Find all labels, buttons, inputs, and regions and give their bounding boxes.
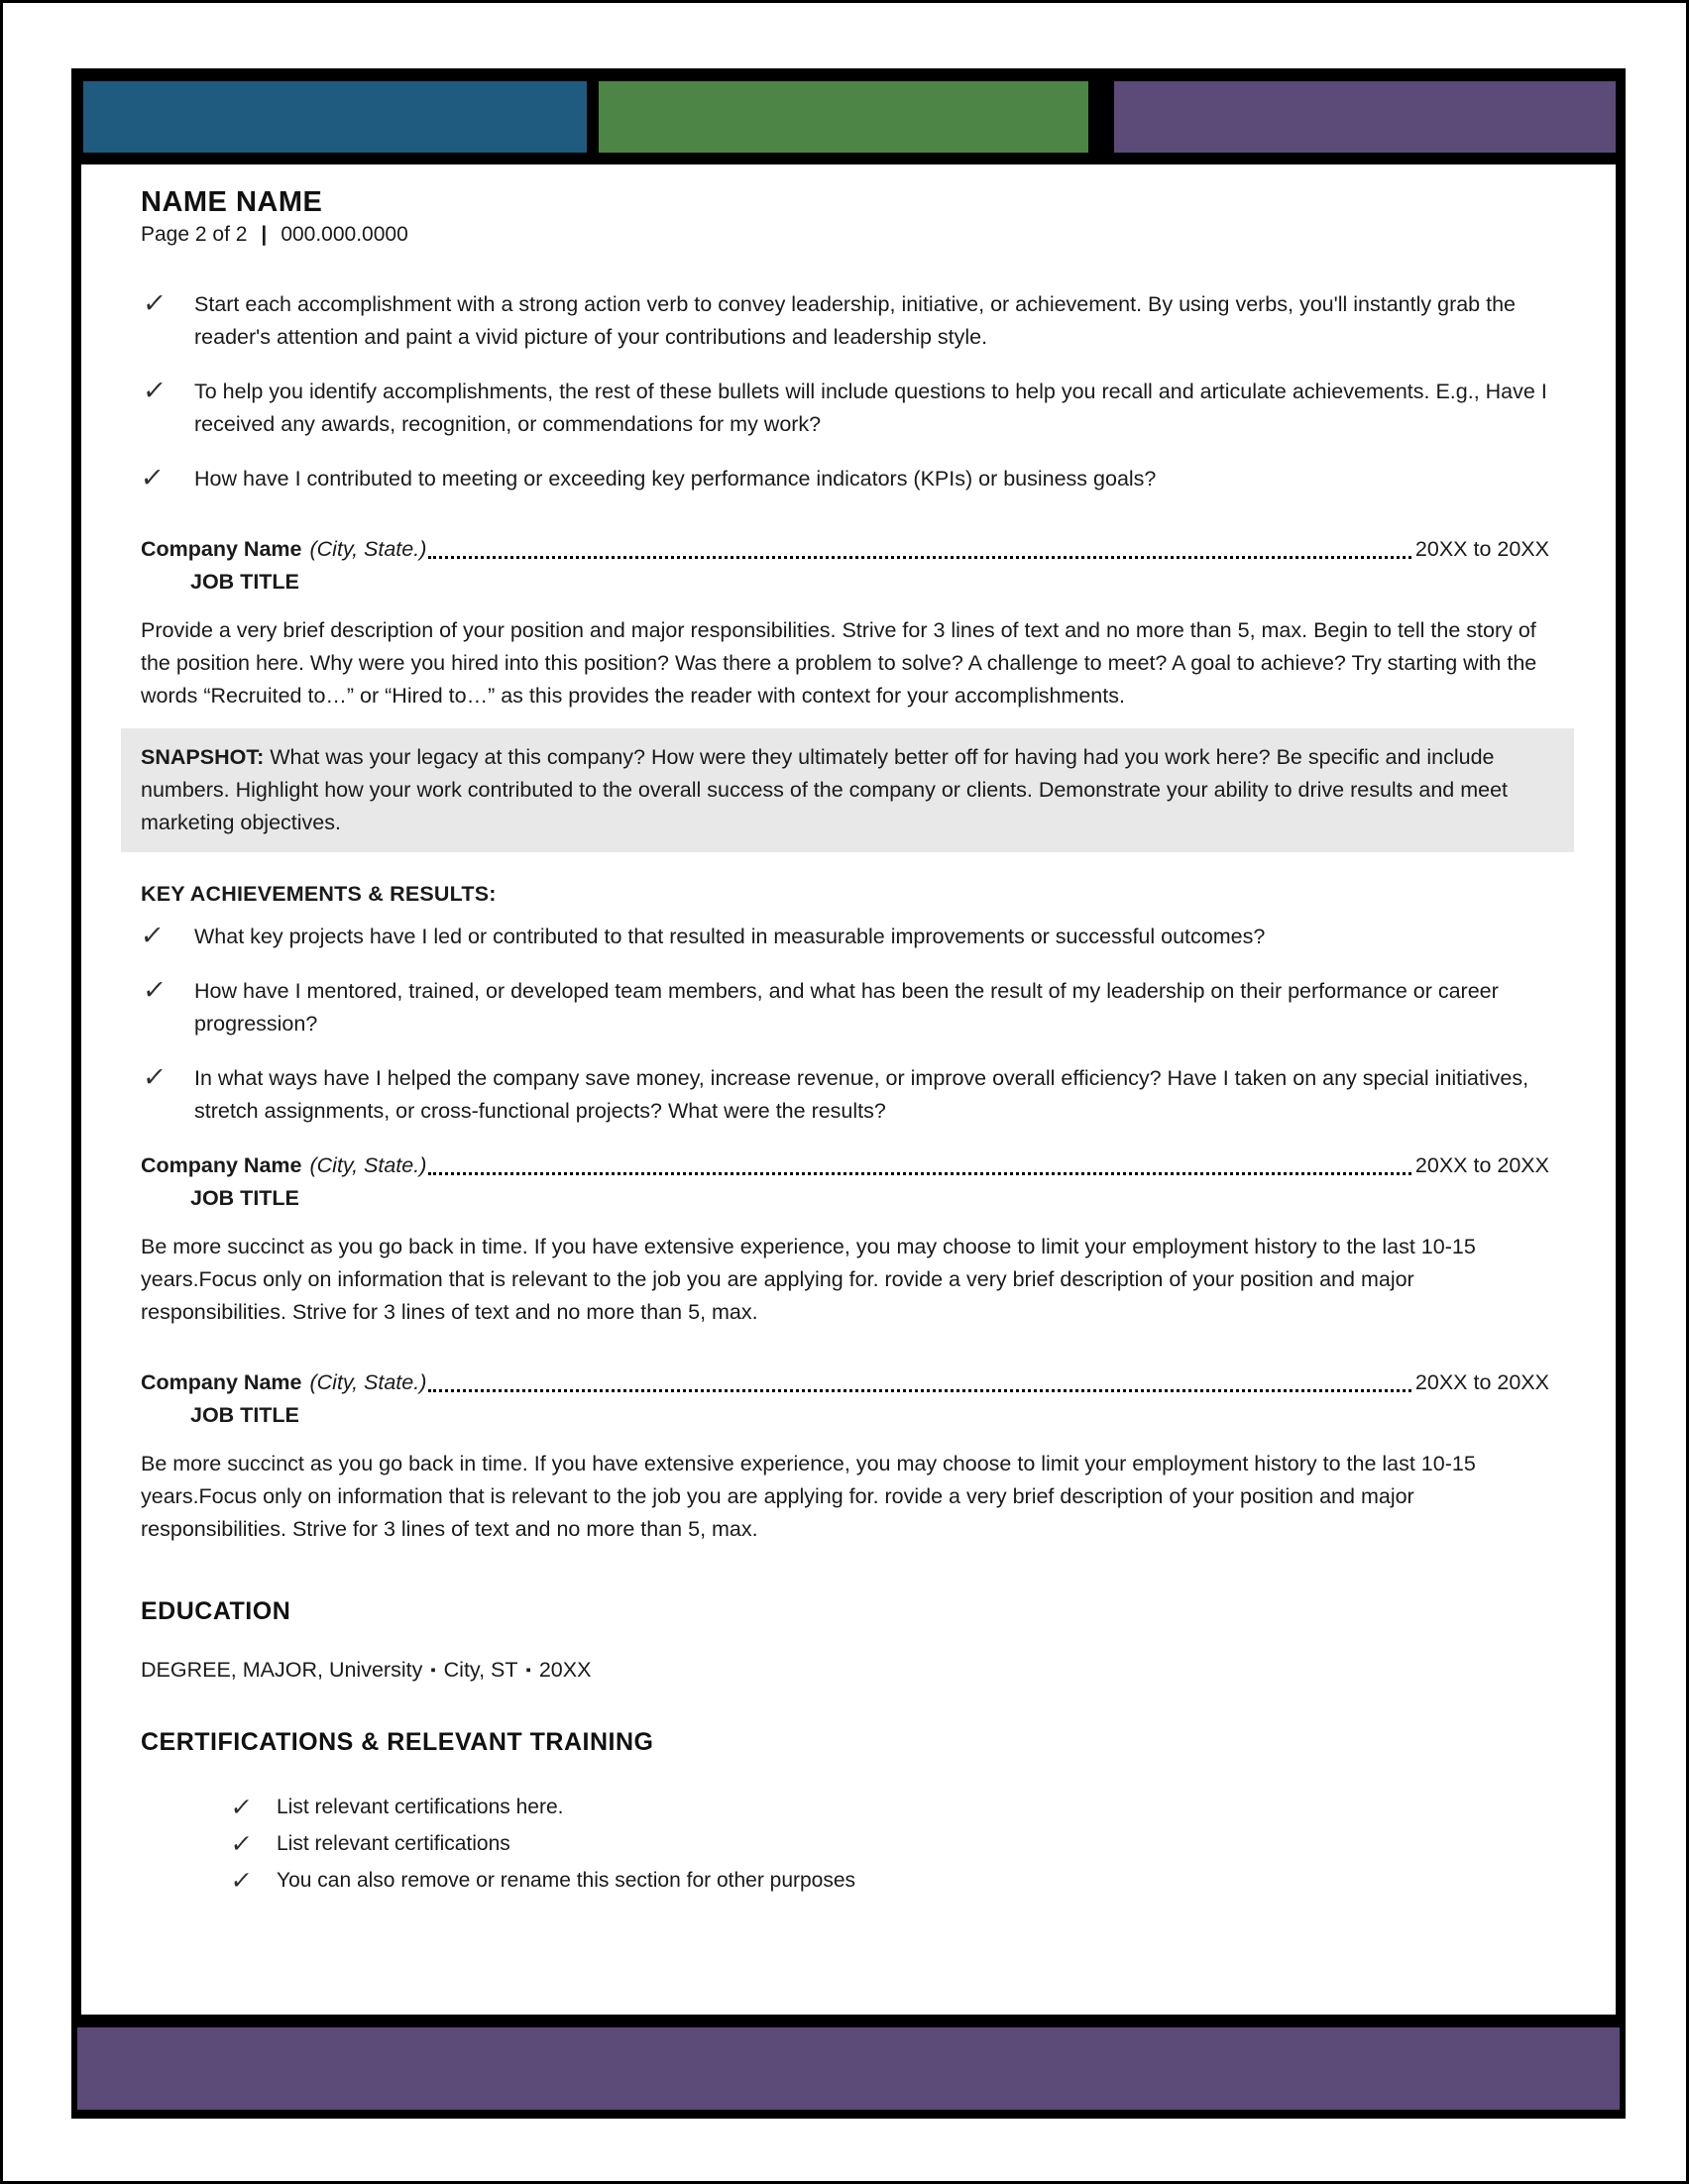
education-city: City, ST <box>443 1658 518 1682</box>
candidate-name: NAME NAME <box>141 186 323 218</box>
job-description: Provide a very brief description of your position and major responsibilities. Strive for 3 lines of text and no more than 5, max. Begin to tell the story of the position here. Why were you hired into this position? Was there a problem to solve? A challenge to meet? A goal to achieve? Try starting with the words “Recruited to…” or “Hired to…” as this provides the reader with context for your accomplishments. <box>141 618 1537 708</box>
list-item <box>141 376 1549 441</box>
page-info-separator: | <box>261 223 268 246</box>
header-bar-blue <box>83 81 587 153</box>
footer-color-band <box>71 2015 1626 2119</box>
page-frame <box>71 68 1626 2119</box>
list-item <box>231 1793 1549 1822</box>
company-location: (City, State.) <box>309 1153 427 1177</box>
square-separator-icon: ▪ <box>525 1662 531 1679</box>
company-header-2 <box>141 1149 1549 1182</box>
square-separator-icon: ▪ <box>430 1662 436 1679</box>
achievements-list <box>141 921 1549 1128</box>
check-icon: ✓ <box>141 1062 169 1092</box>
page-info-line <box>141 223 1549 247</box>
education-year: 20XX <box>538 1658 592 1682</box>
certifications-heading: CERTIFICATIONS & RELEVANT TRAINING <box>141 1728 654 1756</box>
job-title: JOB TITLE <box>190 1186 299 1210</box>
dotted-leader <box>428 1172 1411 1175</box>
header-color-band <box>71 68 1626 164</box>
list-item <box>141 975 1549 1040</box>
certification-text: List relevant certifications here. <box>277 1796 564 1818</box>
check-icon: ✓ <box>139 463 166 492</box>
list-item <box>141 1062 1549 1128</box>
check-icon: ✓ <box>141 376 169 405</box>
header-bar-green <box>599 81 1088 153</box>
list-item <box>141 288 1549 354</box>
company-location: (City, State.) <box>309 537 427 561</box>
company-name: Company Name <box>141 1370 302 1394</box>
snapshot-text: What was your legacy at this company? How were they ultimately better off for having had you work here? Be specific and include numbers. Highlight how your work contributed to the overall success of the company or clients. Demonstrate your ability to drive results and meet marketing objectives. <box>141 745 1509 834</box>
tip-text: How have I contributed to meeting or exceeding key performance indicators (KPIs) or business goals? <box>194 467 1157 491</box>
certifications-list <box>231 1793 1549 1896</box>
list-item <box>231 1829 1549 1859</box>
phone-number: 000.000.0000 <box>281 223 408 246</box>
header-bar-purple <box>1114 81 1616 153</box>
company-name: Company Name <box>141 537 302 561</box>
education-line <box>141 1654 1549 1687</box>
job-title: JOB TITLE <box>190 1403 299 1427</box>
check-icon: ✓ <box>229 1867 254 1895</box>
check-icon: ✓ <box>229 1794 254 1821</box>
check-icon: ✓ <box>141 975 169 1005</box>
list-item <box>141 921 1549 953</box>
dotted-leader <box>428 556 1411 559</box>
employment-dates: 20XX to 20XX <box>1414 1370 1549 1394</box>
certification-text: List relevant certifications <box>277 1832 510 1855</box>
achievement-text: How have I mentored, trained, or developed team members, and what has been the result of my leadership on their performance or career progression? <box>194 979 1499 1036</box>
education-heading: EDUCATION <box>141 1597 291 1625</box>
tip-text: To help you identify accomplishments, the rest of these bullets will include questions to help you recall and articulate achievements. E.g., Have I received any awards, recognition, or commendations for my work? <box>194 380 1547 436</box>
snapshot-label: SNAPSHOT: <box>141 745 265 769</box>
job-description: Be more succinct as you go back in time. If you have extensive experience, you may choose to limit your employment history to the last 10-15 years.Focus only on information that is relevant to the job you are applying for. rovide a very brief description of your position and major responsibilities. Strive for 3 lines of text and no more than 5, max. <box>141 1235 1476 1324</box>
job-title: JOB TITLE <box>190 570 299 594</box>
check-icon: ✓ <box>229 1830 254 1858</box>
job-description: Be more succinct as you go back in time. If you have extensive experience, you may choose to limit your employment history to the last 10-15 years.Focus only on information that is relevant to the job you are applying for. rovide a very brief description of your position and major responsibilities. Strive for 3 lines of text and no more than 5, max. <box>141 1452 1476 1541</box>
company-header-1 <box>141 533 1549 566</box>
achievements-heading: KEY ACHIEVEMENTS & RESULTS: <box>141 882 497 906</box>
dotted-leader <box>428 1389 1411 1392</box>
employment-dates: 20XX to 20XX <box>1414 1153 1549 1177</box>
check-icon: ✓ <box>139 921 166 950</box>
degree-text: DEGREE, MAJOR, University <box>141 1658 423 1682</box>
page-content <box>81 164 1616 2015</box>
certification-text: You can also remove or rename this section for other purposes <box>277 1869 856 1892</box>
employment-dates: 20XX to 20XX <box>1414 537 1549 561</box>
achievement-text: What key projects have I led or contributed to that resulted in measurable improvements or successful outcomes? <box>194 925 1266 948</box>
tip-text: Start each accomplishment with a strong action verb to convey leadership, initiative, or achievement. By using verbs, you'll instantly grab the reader's attention and paint a vivid picture of your contributions and leadership style. <box>194 292 1516 349</box>
footer-bar-purple <box>77 2027 1620 2110</box>
list-item <box>231 1866 1549 1896</box>
company-name: Company Name <box>141 1153 302 1177</box>
achievement-text: In what ways have I helped the company save money, increase revenue, or improve overall efficiency? Have I taken on any special initiatives, stretch assignments, or cross-functional projects? What were the results? <box>194 1066 1529 1123</box>
snapshot-callout <box>121 728 1574 852</box>
list-item <box>141 463 1549 495</box>
check-icon: ✓ <box>141 288 169 318</box>
intro-tips-list <box>141 288 1549 495</box>
page-number: Page 2 of 2 <box>141 223 248 246</box>
company-header-3 <box>141 1366 1549 1399</box>
company-location: (City, State.) <box>309 1370 427 1394</box>
